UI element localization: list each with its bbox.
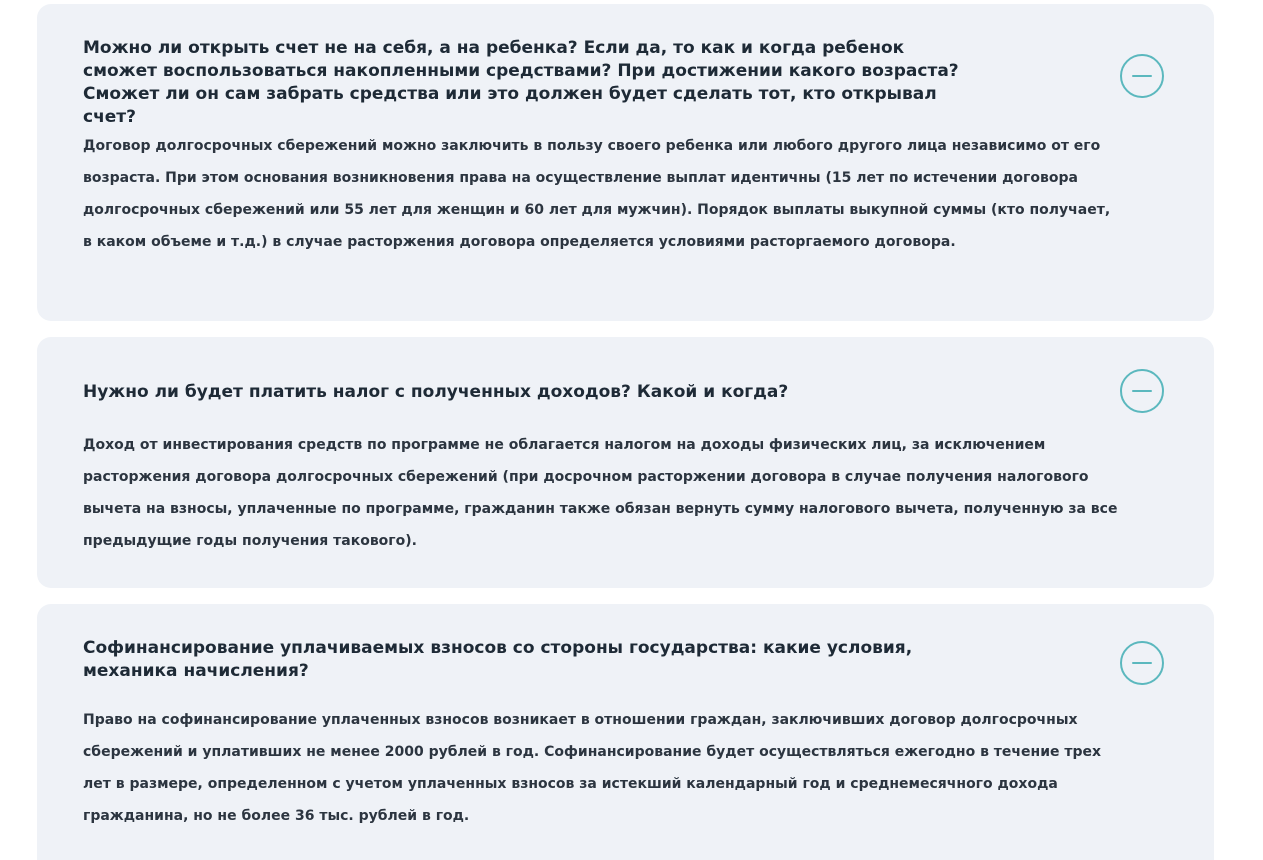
minus-circle-icon [1132,390,1152,392]
collapse-toggle-button[interactable] [1120,54,1164,98]
collapse-toggle-button[interactable] [1120,369,1164,413]
faq-item-open-account-for-child [37,4,1214,321]
faq-question[interactable]: Можно ли открыть счет не на себя, а на ребенка? Если да, то как и когда ребенок сможет воспользоваться накопленными средствами? При достижении какого возраста? Сможет ли он сам забрать средства или это должен будет сделать тот, кто открывал счет? [83,38,959,127]
minus-circle-icon [1132,662,1152,664]
faq-question[interactable]: Нужно ли будет платить налог с полученных доходов? Какой и когда? [83,382,789,402]
faq-question[interactable]: Софинансирование уплачиваемых взносов со стороны государства: какие условия, механика начисления? [83,638,913,681]
faq-item-income-tax [37,337,1214,588]
faq-answer: Доход от инвестирования средств по программе не облагается налогом на доходы физических лиц, за исключением расторжения договора долгосрочных сбережений (при досрочном расторжении договора в случае получения налогового вычета на взносы, уплаченные по программе, гражданин также обязан вернуть сумму налогового вычета, полученную за все предыдущие годы получения такового). [83,437,1118,549]
collapse-toggle-button[interactable] [1120,641,1164,685]
faq-answer: Право на софинансирование уплаченных взносов возникает в отношении граждан, заключивших договор долгосрочных сбережений и уплативших не менее 2000 рублей в год. Софинансирование будет осуществляться ежегодно в течение трех лет в размере, определенном с учетом уплаченных взносов за истекший календарный год и среднемесячного дохода гражданина, но не более 36 тыс. рублей в год. [83,712,1102,824]
faq-item-state-cofinancing [37,604,1214,860]
minus-circle-icon [1132,75,1152,77]
faq-answer: Договор долгосрочных сбережений можно заключить в пользу своего ребенка или любого другого лица независимо от его возраста. При этом основания возникновения права на осуществление выплат идентичны (15 лет по истечении договора долгосрочных сбережений или 55 лет для женщин и 60 лет для мужчин). Порядок выплаты выкупной суммы (кто получает, в каком объеме и т.д.) в случае расторжения договора определяется условиями расторгаемого договора. [83,138,1111,250]
